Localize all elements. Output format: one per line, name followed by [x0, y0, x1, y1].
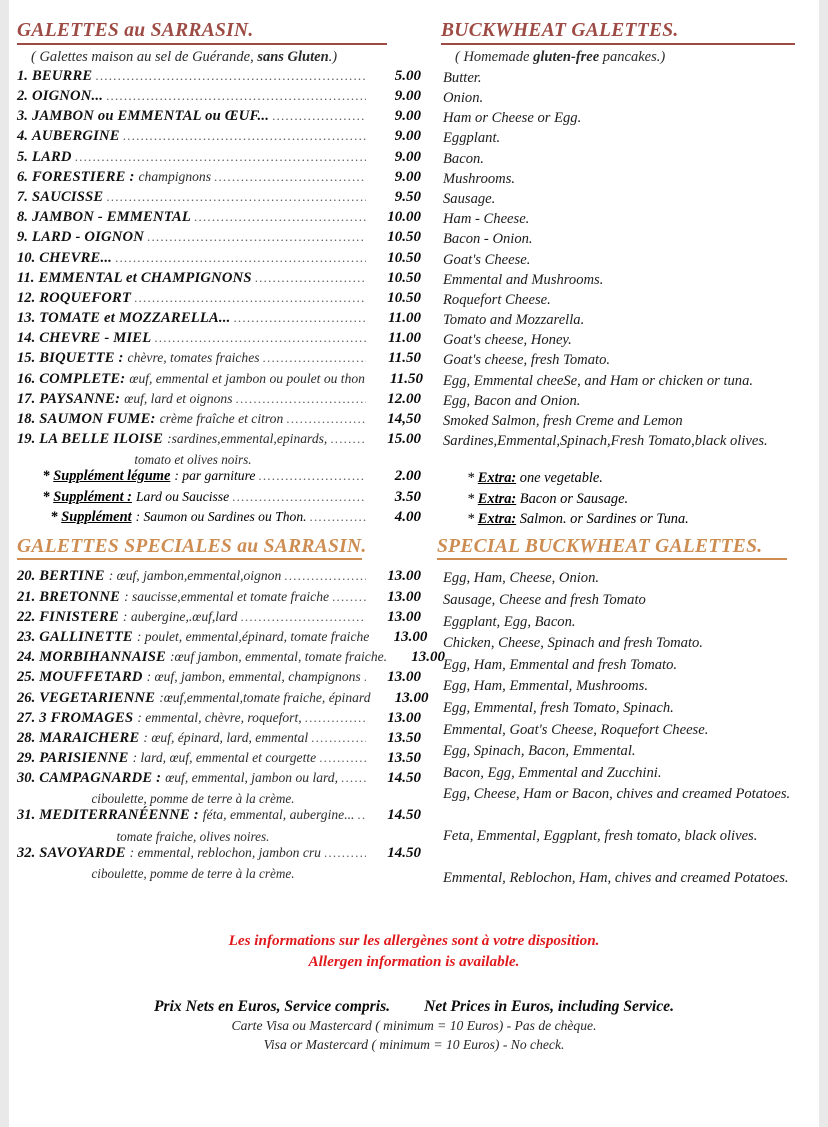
item-price: 13.00	[411, 649, 446, 666]
special-item-row-fr	[17, 609, 421, 629]
item-number: 8.	[17, 209, 28, 226]
special-item-subline-row-en	[429, 806, 813, 826]
menu-columns	[9, 0, 819, 910]
special-item-row-fr	[17, 589, 421, 609]
special-items-en	[429, 568, 813, 909]
item-price: 11.00	[388, 330, 421, 347]
special-item-row-en: Chicken, Cheese, Spinach and fresh Tomato.	[443, 635, 703, 652]
item-number: 26.	[17, 689, 36, 706]
item-description: chèvre, tomates fraiches	[127, 350, 260, 366]
item-description: : emmental, reblochon, jambon cru	[129, 844, 321, 860]
standard-item-row-fr	[17, 371, 421, 391]
special-items-fr	[17, 568, 446, 881]
item-number: 28.	[17, 729, 36, 746]
item-number: 3.	[17, 108, 28, 125]
item-name: 3 FROMAGES	[39, 709, 134, 726]
dot-leader	[324, 846, 366, 859]
dot-leader	[286, 412, 366, 425]
dot-leader	[115, 251, 366, 264]
item-number: 14.	[17, 330, 36, 347]
dot-leader	[284, 569, 366, 582]
item-subline-fr: tomate fraiche, olives noires.	[116, 828, 270, 844]
special-item-row-fr	[17, 770, 421, 790]
standard-item-row-fr	[17, 68, 421, 88]
standard-subtitle-en-c: pancakes.)	[599, 48, 666, 65]
item-price: 13.50	[387, 729, 421, 746]
dot-leader	[95, 69, 366, 82]
standard-item-row-en: Ham or Cheese or Egg.	[443, 110, 582, 127]
item-name: LARD	[31, 148, 72, 165]
standard-item-row-en: Bacon.	[443, 150, 484, 167]
special-item-row-en: Bacon, Egg, Emmental and Zucchini.	[443, 764, 662, 781]
item-number: 5.	[17, 148, 28, 165]
dot-leader	[332, 590, 366, 603]
item-number: 15.	[17, 350, 36, 367]
standard-item-row-fr	[17, 330, 421, 350]
dot-leader	[319, 751, 366, 764]
dot-leader	[123, 129, 366, 142]
item-price: 13.00	[387, 568, 421, 585]
item-name: JAMBON - EMMENTAL	[31, 209, 192, 226]
item-price: 13.00	[387, 588, 421, 605]
item-description: : lard, œuf, emmental et courgette	[132, 750, 317, 766]
item-description: : emmental, chèvre, roquefort,	[137, 709, 302, 725]
item-number: 21.	[17, 588, 36, 605]
item-name: BERTINE	[39, 568, 105, 585]
standard-item-row-en: Mushrooms.	[443, 170, 516, 187]
dot-leader	[305, 711, 366, 724]
standard-subtitle-en	[455, 49, 813, 66]
supplement-label: Supplément :	[53, 488, 132, 505]
supplement-price: 4.00	[394, 509, 421, 526]
item-price: 10.50	[387, 249, 421, 266]
supplement-row-en	[429, 489, 813, 509]
supplement-row-en	[429, 468, 813, 488]
item-number: 9.	[17, 229, 28, 246]
dot-leader	[240, 610, 366, 623]
price-note	[9, 998, 819, 1016]
special-section-heading-en: SPECIAL BUCKWHEAT GALETTES.	[437, 536, 787, 561]
dot-leader	[357, 808, 366, 821]
standard-section-heading-fr: GALETTES au SARRASIN.	[17, 20, 387, 45]
item-name: ROQUEFORT	[39, 289, 132, 306]
item-name: CHEVRE...	[39, 249, 113, 266]
standard-item-row-en: Sardines,Emmental,Spinach,Fresh Tomato,black olives.	[443, 433, 768, 450]
special-item-row-en: Egg, Ham, Cheese, Onion.	[443, 570, 600, 587]
special-item-row-en: Eggplant, Egg, Bacon.	[443, 613, 576, 630]
standard-subtitle-fr	[31, 49, 421, 66]
dot-leader	[341, 771, 366, 784]
item-number: 4.	[17, 128, 28, 145]
special-item-row-en: Egg, Ham, Emmental, Mushrooms.	[443, 678, 648, 695]
item-description: œuf, emmental, jambon ou lard,	[165, 770, 338, 786]
supplement-label: Supplément	[61, 509, 132, 526]
item-price: 14.50	[387, 844, 421, 861]
supplement-description-en: one vegetable.	[516, 470, 603, 487]
item-name: JAMBON ou EMMENTAL ou ŒUF...	[31, 108, 270, 125]
supplement-description-en: Bacon or Sausage.	[516, 490, 629, 507]
supplement-label-en: Extra:	[477, 511, 517, 528]
standard-item-row-fr	[17, 189, 421, 209]
supplement-row-fr	[17, 489, 421, 509]
item-price: 13.00	[387, 709, 421, 726]
dot-leader	[106, 190, 366, 203]
item-description: féta, emmental, aubergine...	[202, 807, 355, 823]
special-item-row-fr	[17, 568, 421, 588]
special-item-row-en: Emmental, Goat's Cheese, Roquefort Cheese.	[443, 721, 709, 738]
item-name: EMMENTAL et CHAMPIGNONS	[38, 269, 252, 286]
dot-leader	[232, 490, 366, 503]
item-description: :œuf jambon, emmental, tomate fraiche.	[169, 649, 388, 665]
item-price: 9.00	[394, 108, 421, 125]
supplements-fr	[17, 468, 421, 529]
supplements-en	[429, 468, 813, 529]
item-price: 5.00	[394, 67, 421, 84]
dot-leader	[194, 210, 366, 223]
dot-leader	[233, 311, 366, 324]
item-name: AUBERGINE	[31, 128, 120, 145]
item-name: PAYSANNE:	[39, 390, 121, 407]
dot-leader	[214, 170, 366, 183]
standard-item-row-en: Emmental and Mushrooms.	[443, 271, 604, 288]
item-number: 20.	[17, 568, 36, 585]
item-description: :œuf,emmental,tomate fraiche, épinard	[159, 689, 371, 705]
item-price: 11.50	[388, 350, 421, 367]
supplement-star-en: *	[467, 470, 478, 487]
special-item-row-fr	[17, 710, 421, 730]
menu-sheet	[9, 0, 819, 1052]
standard-section-heading-fr-wrap	[17, 20, 387, 45]
supplement-description-en: Salmon. or Sardines or Tuna.	[516, 511, 689, 528]
standard-item-row-en: Ham - Cheese.	[443, 211, 530, 228]
standard-item-row-fr	[17, 270, 421, 290]
item-number: 1.	[17, 67, 28, 84]
special-item-row-en: Feta, Emmental, Eggplant, fresh tomato, black olives.	[443, 828, 758, 845]
item-name: CAMPAGNARDE :	[39, 770, 162, 787]
item-price: 13.00	[394, 689, 429, 706]
item-name: SAVOYARDE	[39, 844, 126, 861]
standard-item-row-fr	[17, 310, 421, 330]
item-name: SAUCISSE	[31, 188, 104, 205]
supplement-price: 3.50	[394, 488, 421, 505]
dot-leader	[75, 150, 366, 163]
supplement-price: 2.00	[394, 468, 421, 485]
special-item-row-fr	[17, 750, 421, 770]
standard-item-row-fr	[17, 431, 421, 451]
item-subline-fr: ciboulette, pomme de terre à la crème.	[91, 865, 295, 881]
item-number: 2.	[17, 88, 28, 105]
item-number: 18.	[17, 411, 36, 428]
dot-leader	[106, 89, 366, 102]
special-section-heading-fr-wrap	[17, 535, 367, 561]
item-number: 13.	[17, 310, 36, 327]
dot-leader	[147, 230, 366, 243]
item-19-subline-en-spacer	[429, 451, 813, 468]
special-item-row-fr	[17, 649, 446, 669]
card-note-en: Visa or Mastercard ( minimum = 10 Euros) - No check.	[263, 1037, 565, 1052]
item-description: crème fraîche et citron	[159, 411, 284, 427]
price-note-en: Net Prices in Euros, including Service.	[424, 998, 675, 1015]
dot-leader	[258, 469, 366, 482]
card-note-fr: Carte Visa ou Mastercard ( minimum = 10 Euros) - Pas de chèque.	[231, 1018, 597, 1033]
standard-item-row-fr	[17, 229, 421, 249]
special-item-row-fr	[17, 845, 421, 865]
standard-items-fr	[17, 68, 421, 452]
item-number: 12.	[17, 289, 36, 306]
supplement-label: Supplément légume	[53, 468, 171, 485]
supplement-description: : par garniture	[174, 468, 256, 484]
item-price: 13.00	[387, 669, 421, 686]
item-price: 14.50	[387, 807, 421, 824]
item-name: MARAICHERE	[39, 729, 140, 746]
item-price: 9.00	[394, 148, 421, 165]
item-name: TOMATE et MOZZARELLA...	[39, 310, 231, 327]
special-item-row-fr	[17, 807, 421, 827]
supplement-star-en: *	[467, 511, 478, 528]
standard-item-row-fr	[17, 209, 421, 229]
item-name: OIGNON...	[31, 88, 104, 105]
special-section-heading-fr: GALETTES SPECIALES au SARRASIN.	[17, 536, 362, 561]
standard-section-heading-en-wrap	[441, 20, 795, 45]
item-price: 10.50	[387, 229, 421, 246]
allergen-note-fr: Les informations sur les allergènes sont à votre disposition.	[228, 932, 600, 949]
item-name: MOUFFETARD	[39, 669, 143, 686]
standard-item-row-en: Bacon - Onion.	[443, 231, 533, 248]
item-price: 15.00	[387, 431, 421, 448]
standard-item-row-fr	[17, 128, 421, 148]
special-item-row-en: Sausage, Cheese and fresh Tomato	[443, 591, 646, 608]
item-name: LA BELLE ILOISE	[39, 431, 164, 448]
price-note-fr: Prix Nets en Euros, Service compris.	[153, 998, 391, 1015]
supplement-star: *	[43, 488, 51, 505]
item-description: : poulet, emmental,épinard, tomate fraiche	[136, 628, 370, 644]
item-number: 17.	[17, 390, 36, 407]
standard-item-row-fr	[17, 169, 421, 189]
special-item-row-en: Egg, Spinach, Bacon, Emmental.	[443, 743, 636, 760]
item-number: 19.	[17, 431, 36, 448]
standard-item-row-en: Sausage.	[443, 190, 496, 207]
item-price: 10.50	[387, 269, 421, 286]
item-name: BIQUETTE :	[39, 350, 124, 367]
dot-leader	[310, 510, 366, 523]
item-name: LARD - OIGNON	[31, 229, 145, 246]
item-name: VEGETARIENNE	[39, 689, 156, 706]
item-price: 11.50	[390, 370, 423, 387]
standard-items-en	[429, 68, 813, 452]
standard-item-row-en: Goat's Cheese.	[443, 251, 531, 268]
item-19-subline-fr: tomato et olives noirs.	[134, 452, 252, 468]
supplement-row-fr	[17, 509, 421, 529]
standard-subtitle-fr-a: ( Galettes maison au sel de Guérande,	[31, 48, 258, 65]
item-name: FORESTIERE :	[31, 168, 135, 185]
item-name: BEURRE	[31, 67, 93, 84]
item-number: 25.	[17, 669, 36, 686]
item-price: 11.00	[388, 310, 421, 327]
item-name: PARISIENNE	[39, 750, 129, 767]
item-description: : œuf, jambon,emmental,oignon	[108, 568, 282, 584]
special-item-row-en: Egg, Ham, Emmental and fresh Tomato.	[443, 656, 678, 673]
item-price: 9.00	[394, 128, 421, 145]
item-number: 23.	[17, 628, 36, 645]
item-number: 6.	[17, 168, 28, 185]
dot-leader	[236, 392, 366, 405]
standard-item-row-fr	[17, 250, 421, 270]
supplement-row-en	[429, 509, 813, 529]
standard-subtitle-en-b: gluten-free	[533, 48, 600, 65]
special-item-row-fr	[17, 628, 428, 649]
dot-leader	[311, 731, 366, 744]
dot-leader	[154, 331, 366, 344]
standard-item-row-en: Butter.	[443, 69, 482, 86]
special-item-row-en: Egg, Cheese, Ham or Bacon, chives and creamed Potatoes.	[443, 786, 791, 803]
supplement-star: *	[51, 509, 59, 526]
item-name: SAUMON FUME:	[39, 411, 156, 428]
item-description: : saucisse,emmental et tomate fraiche	[124, 588, 330, 604]
standard-item-row-fr	[17, 88, 421, 108]
item-price: 10.50	[387, 289, 421, 306]
item-number: 11.	[17, 269, 35, 286]
standard-item-row-en: Goat's cheese, Honey.	[443, 332, 572, 349]
item-number: 27.	[17, 709, 36, 726]
menu-page	[9, 0, 819, 1127]
item-description: œuf, emmental et jambon ou poulet ou thon	[129, 370, 365, 386]
item-number: 7.	[17, 188, 28, 205]
item-price: 13.00	[393, 628, 428, 645]
item-price: 9.00	[394, 168, 421, 185]
standard-item-row-en: Egg, Emmental cheeSe, and Ham or chicken or tuna.	[443, 372, 754, 389]
special-item-subline-row-en	[429, 848, 813, 868]
standard-item-row-en: Smoked Salmon, fresh Creme and Lemon	[443, 413, 683, 430]
special-item-row-fr	[17, 689, 429, 710]
item-number: 24.	[17, 649, 36, 666]
supplement-star: *	[43, 468, 51, 485]
item-name: COMPLETE:	[39, 370, 126, 387]
item-price: 14,50	[387, 411, 421, 428]
standard-subtitle-fr-c: .)	[328, 48, 338, 65]
standard-item-row-fr	[17, 290, 421, 310]
standard-item-row-fr	[17, 149, 421, 169]
item-name: FINISTERE	[39, 608, 119, 625]
item-description: œuf, lard et oignons	[124, 390, 233, 406]
item-name: CHEVRE - MIEL	[39, 330, 152, 347]
menu-footer	[9, 930, 819, 1054]
item-name: MEDITERRANÉENNE :	[39, 807, 199, 824]
supplement-description: Lard ou Saucisse	[135, 488, 230, 504]
special-section-heading-en-wrap	[437, 536, 787, 561]
dot-leader	[263, 351, 366, 364]
dot-leader	[364, 670, 366, 683]
standard-item-row-fr	[17, 108, 421, 128]
dot-leader	[255, 271, 366, 284]
standard-item-row-en: Goat's cheese, fresh Tomato.	[443, 352, 611, 369]
french-column	[17, 0, 446, 882]
standard-item-row-en: Eggplant.	[443, 130, 501, 147]
standard-subtitle-en-a: ( Homemade	[455, 48, 534, 65]
item-number: 16.	[17, 370, 36, 387]
special-item-row-fr	[17, 730, 421, 750]
item-number: 10.	[17, 249, 36, 266]
item-price: 9.50	[394, 188, 421, 205]
special-item-row-en: Emmental, Reblochon, Ham, chives and creamed Potatoes.	[443, 869, 789, 886]
item-price: 14.50	[387, 770, 421, 787]
special-item-row-en: Egg, Emmental, fresh Tomato, Spinach.	[443, 699, 674, 716]
supplement-description: : Saumon ou Sardines ou Thon.	[135, 509, 307, 525]
standard-item-row-fr	[17, 391, 421, 411]
english-column	[429, 0, 813, 910]
item-number: 31.	[17, 807, 36, 824]
dot-leader	[330, 432, 366, 445]
item-description: :sardines,emmental,epinards,	[167, 431, 328, 447]
item-number: 29.	[17, 750, 36, 767]
supplement-label-en: Extra:	[477, 470, 517, 487]
supplement-label-en: Extra:	[477, 490, 517, 507]
allergen-note-en: Allergen information is available.	[308, 953, 520, 970]
item-name: BRETONNE	[39, 588, 121, 605]
item-description: : œuf, jambon, emmental, champignons	[146, 669, 361, 685]
standard-subtitle-fr-b: sans Gluten	[257, 48, 329, 65]
item-price: 13.00	[387, 608, 421, 625]
item-description: : aubergine,.œuf,lard	[122, 608, 238, 624]
special-item-subline-row-en	[429, 889, 813, 909]
item-name: GALLINETTE	[39, 628, 133, 645]
standard-item-row-en: Tomato and Mozzarella.	[443, 312, 585, 329]
standard-item-row-en: Roquefort Cheese.	[443, 291, 551, 308]
special-item-row-fr	[17, 669, 421, 689]
dot-leader	[134, 291, 366, 304]
item-price: 12.00	[387, 390, 421, 407]
item-number: 32.	[17, 844, 36, 861]
standard-section-heading-en: BUCKWHEAT GALETTES.	[441, 20, 795, 45]
item-number: 30.	[17, 770, 36, 787]
supplement-row-fr	[17, 468, 421, 488]
item-number: 22.	[17, 608, 36, 625]
standard-item-row-en: Onion.	[443, 90, 484, 107]
supplement-star-en: *	[467, 490, 478, 507]
dot-leader	[272, 109, 366, 122]
item-subline-fr: ciboulette, pomme de terre à la crème.	[91, 791, 295, 807]
item-price: 9.00	[394, 88, 421, 105]
standard-item-row-en: Egg, Bacon and Onion.	[443, 392, 581, 409]
standard-item-row-fr	[17, 411, 421, 431]
item-name: MORBIHANNAISE	[39, 649, 166, 666]
standard-item-row-fr	[17, 350, 421, 370]
item-price: 13.50	[387, 750, 421, 767]
item-description: : œuf, épinard, lard, emmental	[143, 729, 309, 745]
item-description: champignons	[138, 168, 212, 184]
item-price: 10.00	[387, 209, 421, 226]
